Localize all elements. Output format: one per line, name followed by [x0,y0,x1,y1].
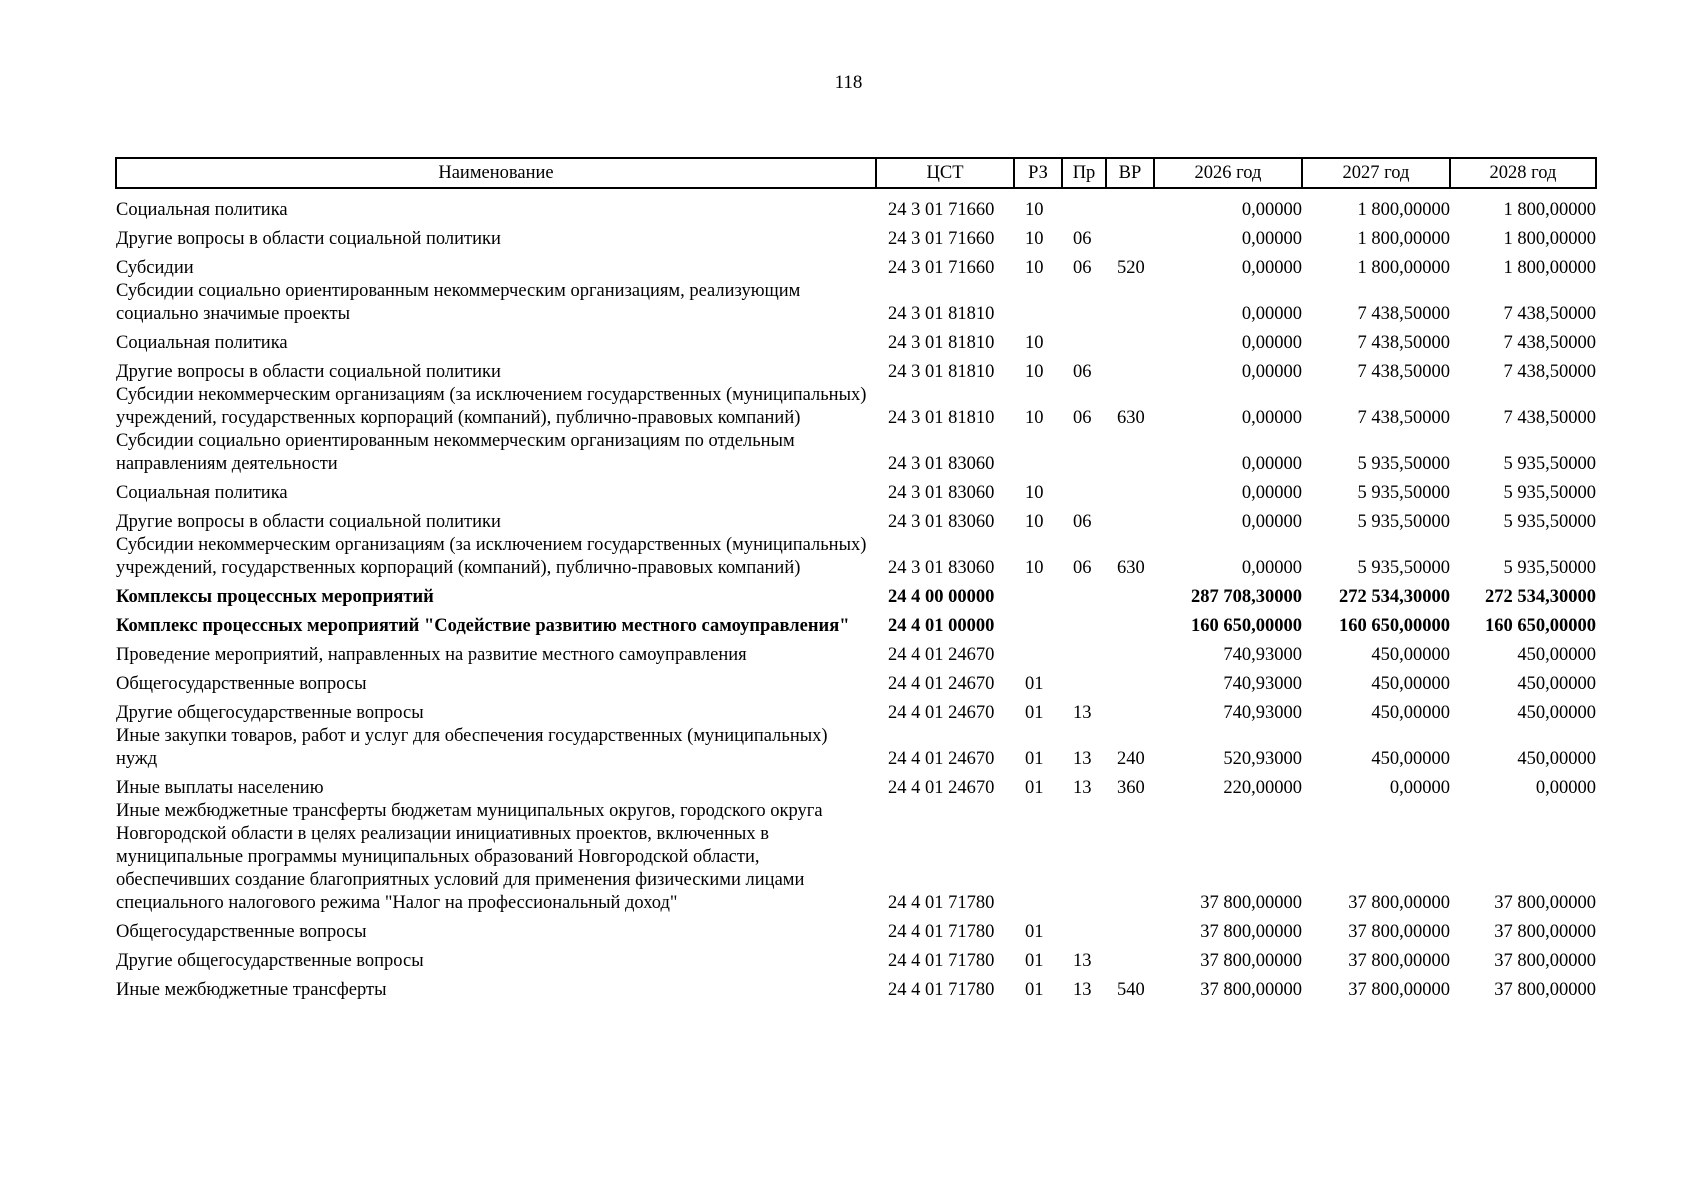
cell-rz: 01 [1025,703,1044,723]
cell-name: Социальная политика [116,483,288,503]
table-header [116,158,1596,188]
cell-vr: 360 [1117,778,1145,798]
cell-name: Субсидии социально ориентированным некоммерческим организациям по отдельным направлениям деятельности [116,431,795,474]
cell-pr [1062,580,1106,609]
cell-cst: 24 3 01 81810 [888,333,995,353]
cell-name: Субсидии некоммерческим организациям (за исключением государственных (муниципальных) учреждений, государственных корпораций (компаний), публично-правовых компаний) [116,385,867,428]
cell-2027: 37 800,00000 [1348,893,1450,913]
cell-pr: 06 [1073,229,1092,249]
cell-2026: 740,93000 [1223,674,1302,694]
cell-name: Комплекс процессных мероприятий "Содействие развитию местного самоуправления" [116,616,850,636]
cell-name: Проведение мероприятий, направленных на развитие местного самоуправления [116,645,747,665]
cell-name: Иные межбюджетные трансферты бюджетам муниципальных округов, городского округа Новгородской области в целях реализации инициативных проектов, включенных в муниципальные программы муниципальных образований Новгородской области, обеспечивших создание благоприятных условий для применения физическими лицами специального налогового режима "Налог на профессиональный доход" [116,801,823,913]
table-row [116,355,1596,384]
cell-vr [1106,222,1154,251]
cell-cst: 24 3 01 83060 [888,454,995,474]
table-row [116,280,1596,326]
cell-2027: 5 935,50000 [1357,483,1450,503]
cell-pr: 06 [1073,512,1092,532]
cell-2027: 7 438,50000 [1357,408,1450,428]
cell-vr: 520 [1117,258,1145,278]
table-row [116,188,1596,222]
cell-cst: 24 4 01 71780 [888,893,995,913]
cell-vr [1106,667,1154,696]
cell-rz: 01 [1025,749,1044,769]
table-row [116,771,1596,800]
cell-rz: 10 [1025,512,1044,532]
cell-2027: 7 438,50000 [1357,333,1450,353]
cell-cst: 24 4 01 24670 [888,749,995,769]
cell-pr [1062,326,1106,355]
cell-pr: 13 [1073,778,1092,798]
cell-2026: 0,00000 [1241,454,1302,474]
cell-rz [1014,609,1062,638]
cell-name: Комплексы процессных мероприятий [116,587,434,607]
cell-cst: 24 4 01 24670 [888,645,995,665]
cell-cst: 24 4 01 71780 [888,922,995,942]
cell-pr [1062,188,1106,222]
cell-2026: 37 800,00000 [1200,951,1302,971]
cell-vr [1106,800,1154,915]
cell-2026: 37 800,00000 [1200,893,1302,913]
cell-cst: 24 4 01 00000 [888,616,995,636]
table-row [116,696,1596,725]
cell-name: Общегосударственные вопросы [116,922,367,942]
cell-rz: 10 [1025,558,1044,578]
cell-2026: 0,00000 [1241,200,1302,220]
cell-2026: 160 650,00000 [1191,616,1302,636]
table-row [116,638,1596,667]
cell-2027: 5 935,50000 [1357,512,1450,532]
table-row [116,384,1596,430]
cell-2027: 5 935,50000 [1357,454,1450,474]
cell-cst: 24 3 01 81810 [888,408,995,428]
cell-2028: 7 438,50000 [1503,362,1596,382]
cell-rz [1014,638,1062,667]
cell-2026: 0,00000 [1241,512,1302,532]
cell-2028: 7 438,50000 [1503,333,1596,353]
cell-2026: 740,93000 [1223,703,1302,723]
header-2028: 2028 год [1450,158,1596,188]
table-row [116,251,1596,280]
cell-name: Иные выплаты населению [116,778,324,798]
table-row [116,326,1596,355]
cell-vr [1106,638,1154,667]
cell-2027: 160 650,00000 [1339,616,1450,636]
cell-2027: 450,00000 [1371,703,1450,723]
cell-2026: 0,00000 [1241,483,1302,503]
cell-rz [1014,430,1062,476]
cell-2027: 0,00000 [1389,778,1450,798]
cell-2026: 37 800,00000 [1200,980,1302,1000]
cell-rz: 10 [1025,333,1044,353]
cell-2028: 5 935,50000 [1503,454,1596,474]
cell-vr: 540 [1117,980,1145,1000]
cell-2028: 1 800,00000 [1503,200,1596,220]
cell-vr [1106,280,1154,326]
table-row [116,609,1596,638]
cell-pr [1062,280,1106,326]
cell-pr [1062,638,1106,667]
cell-vr [1106,476,1154,505]
cell-2026: 0,00000 [1241,362,1302,382]
cell-vr [1106,355,1154,384]
cell-cst: 24 4 01 24670 [888,703,995,723]
cell-2027: 5 935,50000 [1357,558,1450,578]
cell-2027: 7 438,50000 [1357,362,1450,382]
cell-cst: 24 4 01 24670 [888,674,995,694]
cell-2028: 272 534,30000 [1485,587,1596,607]
table-row [116,944,1596,973]
cell-name: Другие вопросы в области социальной политики [116,512,501,532]
cell-2027: 37 800,00000 [1348,980,1450,1000]
cell-cst: 24 3 01 71660 [888,258,995,278]
page-number: 118 [834,72,863,93]
cell-pr [1062,430,1106,476]
header-2026: 2026 год [1154,158,1302,188]
cell-2027: 1 800,00000 [1357,258,1450,278]
table-header-row [116,158,1596,188]
table-row [116,725,1596,771]
cell-rz: 10 [1025,362,1044,382]
cell-2028: 160 650,00000 [1485,616,1596,636]
cell-pr: 13 [1073,951,1092,971]
cell-name: Другие вопросы в области социальной политики [116,362,501,382]
cell-2028: 0,00000 [1535,778,1596,798]
cell-cst: 24 4 00 00000 [888,587,995,607]
cell-2027: 450,00000 [1371,749,1450,769]
cell-cst: 24 3 01 71660 [888,200,995,220]
cell-2028: 1 800,00000 [1503,258,1596,278]
cell-2028: 450,00000 [1517,674,1596,694]
cell-name: Социальная политика [116,333,288,353]
cell-pr: 06 [1073,558,1092,578]
cell-pr [1062,800,1106,915]
cell-2028: 5 935,50000 [1503,512,1596,532]
cell-cst: 24 3 01 83060 [888,483,995,503]
cell-cst: 24 4 01 71780 [888,980,995,1000]
cell-2027: 1 800,00000 [1357,200,1450,220]
cell-name: Субсидии социально ориентированным некоммерческим организациям, реализующим социально значимые проекты [116,281,801,324]
cell-vr: 240 [1117,749,1145,769]
cell-2028: 450,00000 [1517,749,1596,769]
cell-rz [1014,280,1062,326]
cell-2027: 37 800,00000 [1348,922,1450,942]
cell-2027: 7 438,50000 [1357,304,1450,324]
cell-vr [1106,188,1154,222]
cell-2027: 272 534,30000 [1339,587,1450,607]
cell-2028: 37 800,00000 [1494,951,1596,971]
cell-name: Социальная политика [116,200,288,220]
cell-rz: 10 [1025,200,1044,220]
cell-pr [1062,476,1106,505]
budget-table [115,157,1597,1002]
cell-pr: 13 [1073,980,1092,1000]
cell-cst: 24 3 01 81810 [888,304,995,324]
cell-name: Другие общегосударственные вопросы [116,703,424,723]
cell-rz: 10 [1025,408,1044,428]
cell-2026: 220,00000 [1223,778,1302,798]
cell-2028: 37 800,00000 [1494,893,1596,913]
cell-cst: 24 3 01 83060 [888,558,995,578]
cell-rz: 10 [1025,229,1044,249]
cell-pr: 06 [1073,362,1092,382]
cell-2028: 1 800,00000 [1503,229,1596,249]
cell-cst: 24 3 01 81810 [888,362,995,382]
cell-rz: 01 [1025,922,1044,942]
cell-2028: 37 800,00000 [1494,980,1596,1000]
cell-2026: 740,93000 [1223,645,1302,665]
cell-rz: 10 [1025,258,1044,278]
cell-vr: 630 [1117,558,1145,578]
header-cst: ЦСТ [876,158,1014,188]
table-row [116,800,1596,915]
cell-vr: 630 [1117,408,1145,428]
cell-rz: 01 [1025,778,1044,798]
cell-2026: 0,00000 [1241,333,1302,353]
cell-cst: 24 3 01 83060 [888,512,995,532]
cell-2026: 0,00000 [1241,558,1302,578]
table-row [116,973,1596,1002]
cell-name: Иные закупки товаров, работ и услуг для обеспечения государственных (муниципальных) нужд [116,726,828,769]
cell-2028: 7 438,50000 [1503,408,1596,428]
cell-vr [1106,944,1154,973]
cell-2026: 37 800,00000 [1200,922,1302,942]
cell-2027: 450,00000 [1371,645,1450,665]
cell-vr [1106,430,1154,476]
table-row [116,476,1596,505]
cell-cst: 24 4 01 71780 [888,951,995,971]
table-body [116,188,1596,1002]
cell-name: Другие вопросы в области социальной политики [116,229,501,249]
cell-rz: 10 [1025,483,1044,503]
cell-vr [1106,326,1154,355]
cell-2026: 0,00000 [1241,304,1302,324]
cell-vr [1106,696,1154,725]
table-row [116,580,1596,609]
table-row [116,505,1596,534]
cell-2028: 7 438,50000 [1503,304,1596,324]
cell-rz: 01 [1025,951,1044,971]
cell-cst: 24 4 01 24670 [888,778,995,798]
header-name: Наименование [116,158,876,188]
cell-2026: 520,93000 [1223,749,1302,769]
cell-2028: 5 935,50000 [1503,558,1596,578]
cell-vr [1106,609,1154,638]
cell-2028: 450,00000 [1517,703,1596,723]
cell-name: Иные межбюджетные трансферты [116,980,387,1000]
cell-pr [1062,667,1106,696]
cell-2028: 450,00000 [1517,645,1596,665]
cell-name: Субсидии некоммерческим организациям (за исключением государственных (муниципальных) учреждений, государственных корпораций (компаний), публично-правовых компаний) [116,535,867,578]
cell-vr [1106,915,1154,944]
cell-name: Другие общегосударственные вопросы [116,951,424,971]
cell-name: Общегосударственные вопросы [116,674,367,694]
cell-cst: 24 3 01 71660 [888,229,995,249]
header-rz: РЗ [1014,158,1062,188]
cell-rz [1014,800,1062,915]
cell-rz: 01 [1025,980,1044,1000]
cell-pr: 06 [1073,258,1092,278]
table-row [116,667,1596,696]
table-row [116,915,1596,944]
cell-2027: 450,00000 [1371,674,1450,694]
cell-2028: 37 800,00000 [1494,922,1596,942]
cell-pr: 13 [1073,703,1092,723]
table-row [116,534,1596,580]
cell-vr [1106,505,1154,534]
cell-rz [1014,580,1062,609]
cell-pr [1062,609,1106,638]
table-row [116,222,1596,251]
cell-2026: 0,00000 [1241,229,1302,249]
cell-2027: 1 800,00000 [1357,229,1450,249]
cell-pr [1062,915,1106,944]
table-row [116,430,1596,476]
cell-pr: 13 [1073,749,1092,769]
header-pr: Пр [1062,158,1106,188]
header-2027: 2027 год [1302,158,1450,188]
cell-2027: 37 800,00000 [1348,951,1450,971]
cell-name: Субсидии [116,258,194,278]
header-vr: ВР [1106,158,1154,188]
cell-rz: 01 [1025,674,1044,694]
cell-vr [1106,580,1154,609]
cell-2028: 5 935,50000 [1503,483,1596,503]
cell-2026: 0,00000 [1241,258,1302,278]
cell-2026: 0,00000 [1241,408,1302,428]
cell-pr: 06 [1073,408,1092,428]
cell-2026: 287 708,30000 [1191,587,1302,607]
